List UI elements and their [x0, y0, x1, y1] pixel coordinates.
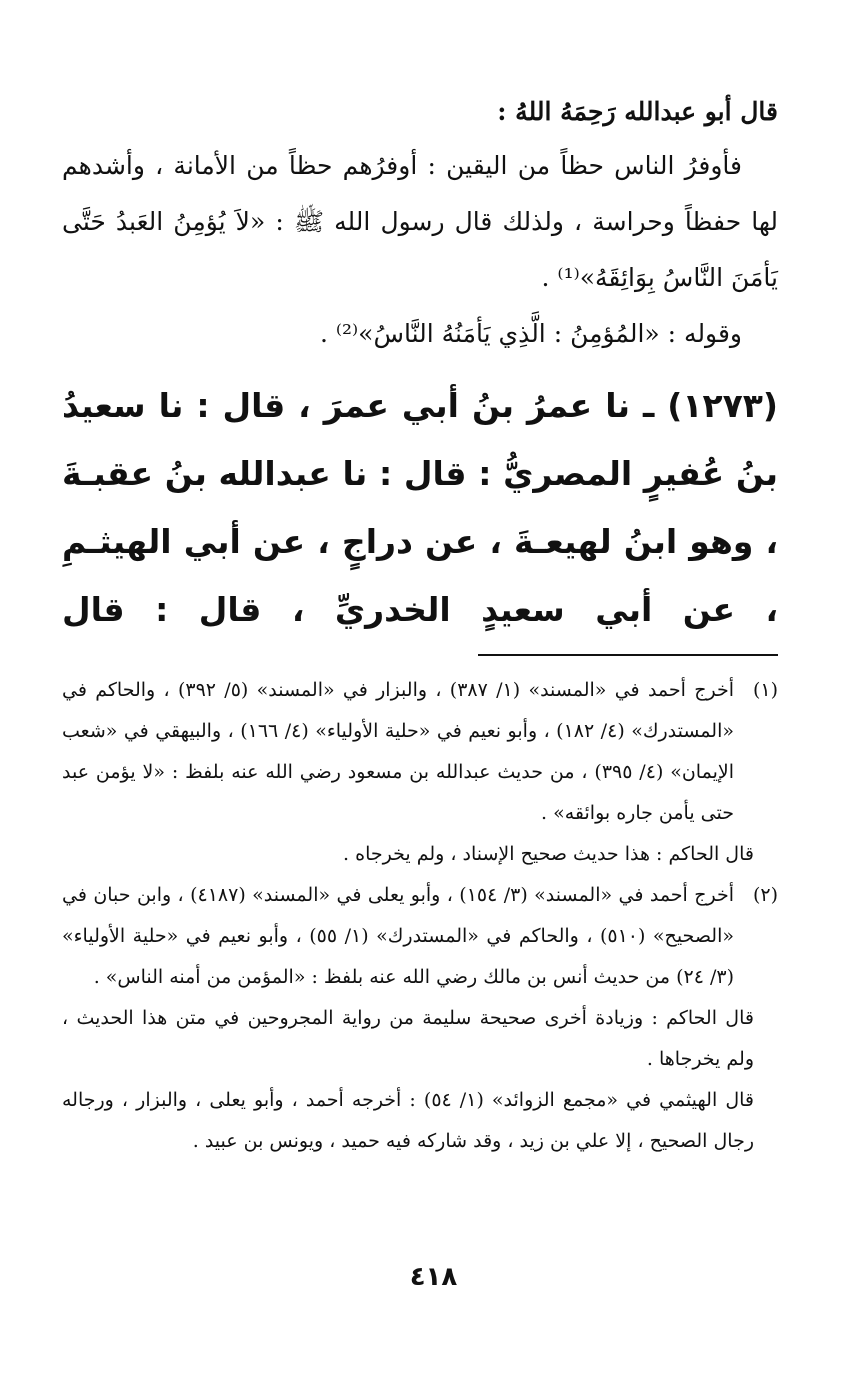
footnotes [62, 670, 778, 1162]
page-content [62, 88, 778, 1162]
footnote-1 [62, 670, 778, 834]
section-heading: قال أبو عبدالله رَحِمَهُ اللهُ : [497, 97, 778, 126]
hadith-chain: (١٢٧٣) ـ نا عمرُ بنُ أبي عمرَ ، قال : نا سعيدُ بنُ عُفيرٍ المصريُّ : قال : نا عبدالله بنُ عقبـةَ ، وهو ابنُ لهيعـةَ ، عن دراجٍ ، عن أبي الهيثـمِ ، عن أبي سعيدٍ الخدريِّ ، قال : قال [62, 386, 778, 629]
footnote-number: (١) [752, 679, 778, 701]
footnote-text: أخرج أحمد في «المسند» (١/ ٣٨٧) ، والبزار في «المسند» (٥/ ٣٩٢) ، والحاكم في «المستدرك» (٤/ ١٨٢) ، وأبو نعيم في «حلية الأولياء» (٤/ ١٦٦) ، والبيهقي في «شعب الإيمان» (٤/ ٣٩٥) ، من حديث عبدالله بن مسعود رضي الله عنه بلفظ : «لا يؤمن عبد حتى يأمن جاره بوائقه» . [62, 679, 734, 824]
footnote-divider [478, 654, 778, 656]
body-paragraph: فأوفرُ الناس حظاً من اليقين : أوفرُهم حظاً من الأمانة ، وأشدهم لها حفظاً وحراسة ، ولذلك قال رسول الله ﷺ : «لاَ يُؤمِنُ العَبدُ حَتَّى يَأمَنَ النَّاسُ بِوَائِقَهُ»⁽¹⁾ . [62, 151, 778, 292]
footnote-text: أخرج أحمد في «المسند» (٣/ ١٥٤) ، وأبو يعلى في «المسند» (٤١٨٧) ، وابن حبان في «الصحيح» (٥١٠) ، والحاكم في «المستدرك» (١/ ٥٥) ، وأبو نعيم في «حلية الأولياء» (٣/ ٢٤) من حديث أنس بن مالك رضي الله عنه بلفظ : «المؤمن من أمنه الناس» . [62, 884, 734, 988]
footnote-note: قال الحاكم : هذا حديث صحيح الإسناد ، ولم يخرجاه . [343, 843, 754, 865]
page-number: ٤١٨ [409, 1262, 458, 1292]
footnote-2 [62, 875, 778, 998]
footnote-note: قال الهيثمي في «مجمع الزوائد» (١/ ٥٤) : أخرجه أحمد ، وأبو يعلى ، والبزار ، ورجاله رجال الصحيح ، إلا علي بن زيد ، وقد شاركه فيه حميد ، ويونس بن عبيد . [62, 1089, 754, 1152]
footnote-note: قال الحاكم : وزيادة أخرى صحيحة سليمة من رواية المجروحين في متن هذا الحديث ، ولم يخرجاها . [62, 1007, 754, 1070]
body-paragraph: وقوله : «المُؤمِنُ : الَّذِي يَأمَنُهُ النَّاسُ»⁽²⁾ . [319, 319, 742, 348]
footnote-number: (٢) [752, 884, 778, 906]
